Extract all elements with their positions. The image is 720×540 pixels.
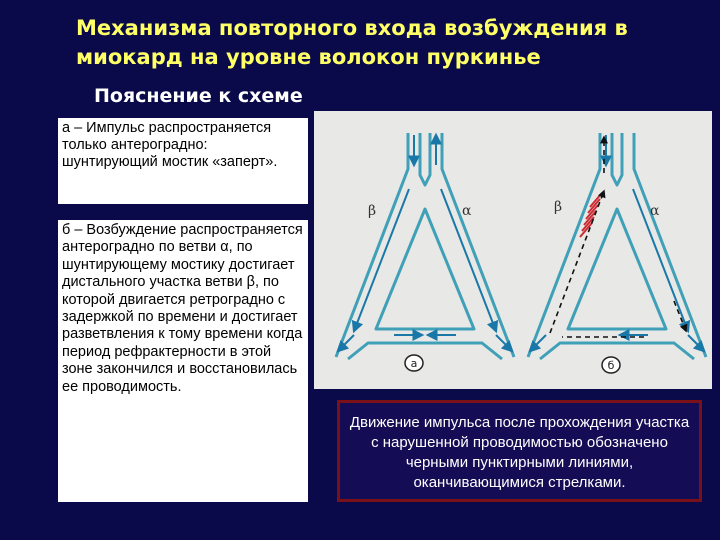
arrows-b: [530, 135, 704, 351]
label-alpha-a: α: [462, 203, 472, 219]
label-beta-a: β: [368, 203, 377, 219]
label-beta-b: β: [554, 199, 563, 215]
fiber-b: [528, 133, 706, 359]
note-a: а – Импульс распространяется только антероградно: шунтирующий мостик «заперт».: [58, 118, 308, 204]
slide-title: Механизма повторного входа возбуждения в миокард на уровне волокон пуркинье: [76, 16, 628, 69]
purkinje-diagram: [314, 111, 712, 389]
diagram-svg: [314, 111, 712, 389]
fiber-a: [336, 133, 514, 359]
dashed-path-b: [550, 137, 686, 337]
note-b: б – Возбуждение распространяется антероградно по ветви α, по шунтирующему мостику достигает дистального участка ветви β, по которой двигается ретроградно с задержкой по времени и достигает разветвления к тому времени когда период рефрактерности в этой зоне закончился и восстановилась ее проводимость.: [58, 220, 308, 502]
svg-text:б: б: [607, 359, 615, 372]
svg-text:а: а: [410, 357, 418, 370]
caption-box: Движение импульса после прохождения участка с нарушенной проводимостью обозначено черными пунктирными линиями, оканчивающимися стрелками.: [337, 400, 702, 502]
badge-a: [405, 355, 423, 371]
badge-b: [602, 357, 620, 373]
arrows-a: [338, 135, 512, 351]
slide-subtitle: Пояснение к схеме: [94, 85, 303, 107]
label-alpha-b: α: [650, 203, 660, 219]
